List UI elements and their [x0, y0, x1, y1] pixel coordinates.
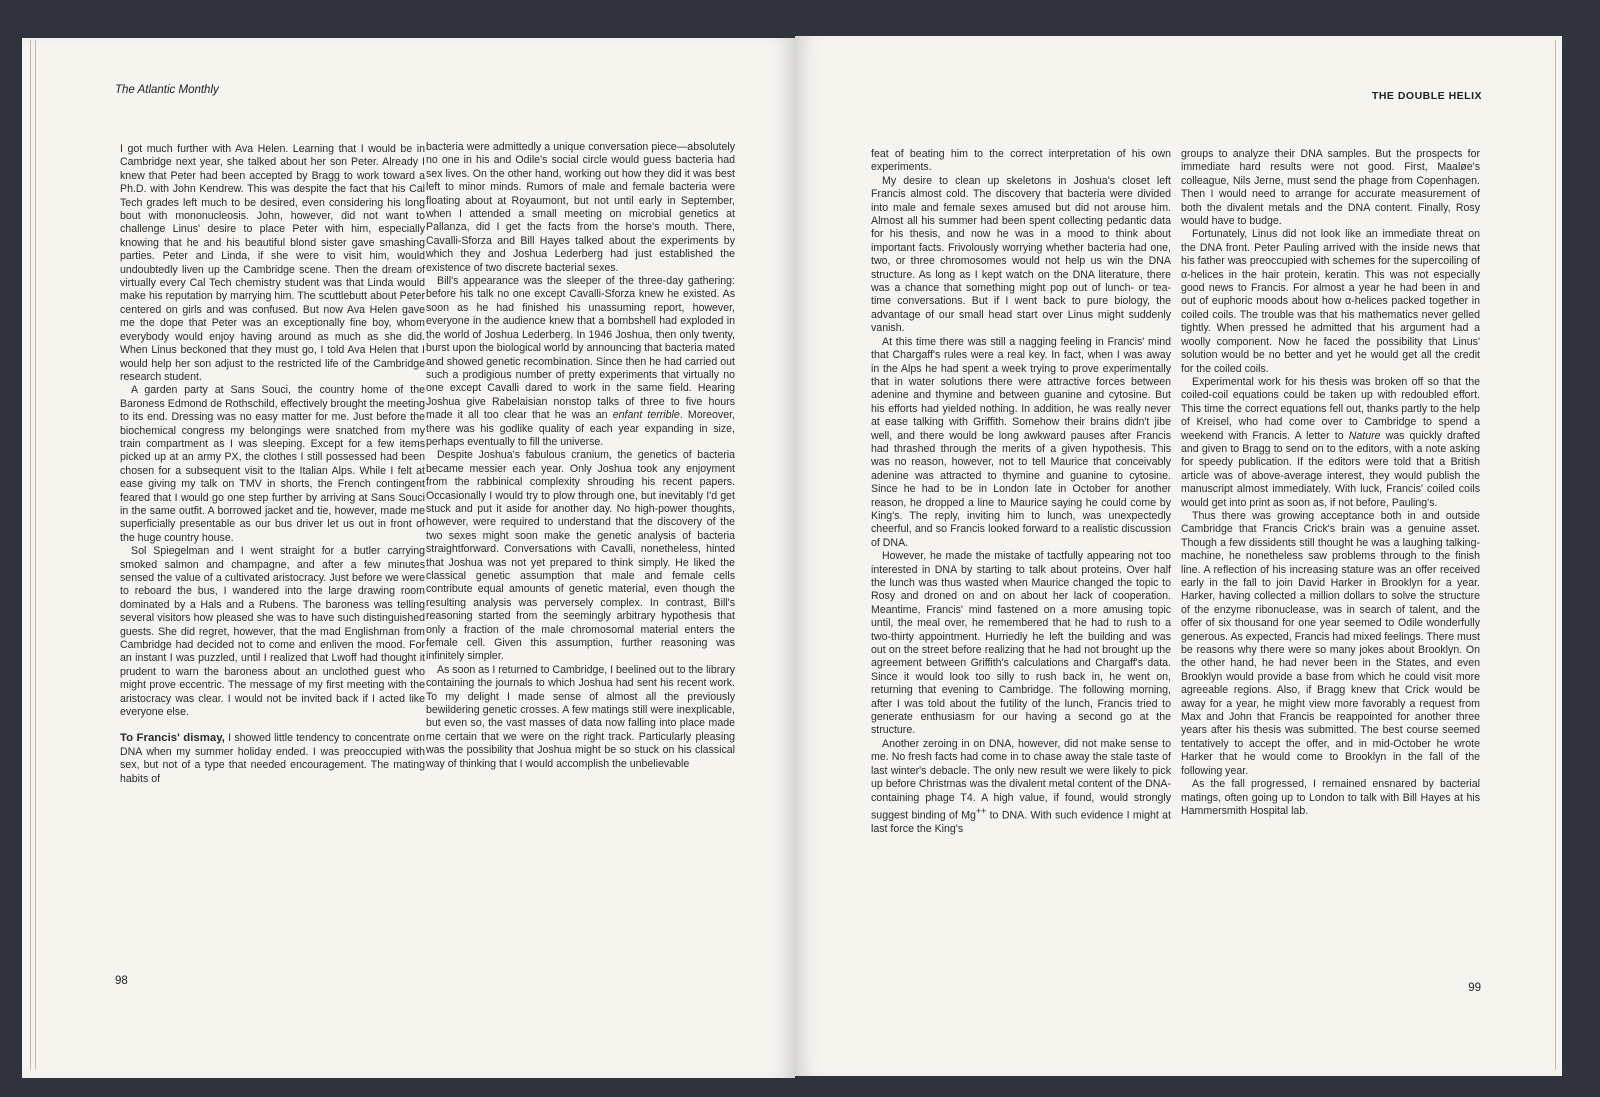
paragraph: feat of beating him to the correct interpretation of his own experiments. — [871, 148, 1171, 174]
paragraph: However, he made the mistake of tactfully appearing not too interested in DNA by starting to talk about proteins. Over half the lunch was thus wasted when Maurice changed the topic to Rosy and droned on and on about her lack of cooperation. Meantime, Francis' mind fastened on a more amusing topic until, the meal over, he remembered that he had to rush to a two-thirty appointment. Hurriedly he left the building and was out on the street before realizing that he had not brought up the agreement between Griffith's calculations and Chargaff's data. Since it would look too silly to rush back in, he went on, returning that evening to Cambridge. The following morning, after I was told about the futility of the lunch, Francis tried to generate enthusiasm for our having a second go at the structure. — [871, 550, 1171, 737]
paragraph-text: Experimental work for his thesis was broken off so that the coiled-coil equations could be taken up with redoubled effort. This time the correct equations fell out, thanks partly to the help of Kreisel, who had come over to Cambridge to spend a weekend with Francis. A letter to — [1181, 375, 1480, 442]
paragraph-text: I showed little tendency to concentrate on DNA when my summer holiday ended. I was preoccupied with sex, but not of a type that needed encouragement. The mating habits of — [120, 732, 426, 785]
italic-phrase: Nature — [1348, 429, 1381, 442]
paragraph: bacteria were admittedly a unique conversation piece—absolutely no one in his and Odile's social circle would guess bacteria had sex lives. On the other hand, working out how they did it was best left to minor minds. Rumors of male and female bacteria were floating about at Royaumont, but not until early in September, when I attended a small meeting on microbial genetics at Pallanza, did I get the facts from the horse's mouth. There, Cavalli-Sforza and Bill Hayes talked about the experiments by which they and Joshua Lederberg had just established the existence of two discrete bacterial sexes. — [426, 141, 735, 274]
italic-phrase: enfant terrible — [612, 409, 680, 422]
paragraph: Sol Spiegelman and I went straight for a butler carrying smoked salmon and champagne, and after a few minutes sensed the value of a cultivated aristocracy. Just before we were to reboard the bus, I wandered into the large drawing room dominated by a Hals and a Rubens. The baroness was telling several visitors how pleased she was to have such distinguished guests. She did regret, however, that the mad Englishman from Cambridge had decided not to come and enliven the mood. For an instant I was puzzled, until I realized that Lwoff had thought it prudent to warn the baroness about an unclothed guest who might prove eccentric. The message of my first meeting with the aristocracy was clear. I would not be invited back if I acted like everyone else. — [120, 545, 425, 719]
paragraph: As the fall progressed, I remained ensnared by bacterial matings, often going up to London to talk with Bill Hayes at his Hammersmith Hospital lab. — [1181, 778, 1480, 817]
page-edge — [30, 40, 31, 1070]
right-column-2 — [1181, 148, 1480, 818]
paragraph: My desire to clean up skeletons in Joshua's closet left Francis almost cold. The discovery that bacteria were divided into male and female sexes amused but did not arouse him. Almost all his summer had been spent collecting pedantic data for his thesis, and now he was in a mood to think about important facts. Frivolously worrying whether bacteria had one, two, or three chromosomes would not help us win the DNA structure. As long as I kept watch on the DNA literature, there was a chance that something might pop out of lunch- or tea-time conversations. But if I went back to pure biology, the advantage of our small head start over Linus might suddenly vanish. — [871, 174, 1171, 335]
paragraph: Fortunately, Linus did not look like an immediate threat on the DNA front. Peter Pauling arrived with the inside news that his father was preoccupied with schemes for the supercoiling of α-helices in the hair protein, keratin. This was not especially good news to Francis. For almost a year he had been in and out of euphoric moods about how α-helices packed together in coiled coils. The trouble was that his mathematics never gelled tightly. When pressed he admitted that his argument had a woolly component. Now he faced the possibility that Linus' solution would be no better and yet he would get all the credit for the coiled coils. — [1181, 228, 1480, 375]
page-edge — [35, 40, 36, 1070]
left-column-1 — [120, 143, 425, 786]
paragraph — [871, 738, 1171, 836]
left-page — [22, 38, 795, 1078]
paragraph-text: . Moreover, there was his godlike quality of each year expanding in size, perhaps eventually to fill the universe. — [426, 409, 735, 448]
running-head-right: THE DOUBLE HELIX — [1371, 90, 1482, 102]
paragraph: Despite Joshua's fabulous cranium, the genetics of bacteria became messier each year. Only Joshua took any enjoyment from the rabbinical complexity shrouding his recent papers. Occasionally I would try to plow through one, but inevitably I'd get stuck and put it aside for another day. No high-power thoughts, however, were required to understand that the discovery of the two sexes might soon make the genetic analysis of bacteria straightforward. Conversations with Cavalli, nonetheless, hinted that Joshua was not yet prepared to think simply. He liked the classical genetic assumption that male and female cells contribute equal amounts of genetic material, even though the resulting analysis was perversely complex. In contrast, Bill's reasoning started from the seemingly arbitrary hypothesis that only a fraction of the male chromosomal material enters the female cell. Given this assumption, further reasoning was infinitely simpler. — [426, 449, 735, 663]
paragraph-text: Another zeroing in on DNA, however, did not make sense to me. No fresh facts had come in to chase away the stale taste of last winter's debacle. The only new result we were likely to pick up before Christmas was the divalent metal content of the DNA-containing phage T4. A high value, if found, would strongly suggest binding of Mg — [871, 737, 1171, 822]
paragraph: groups to analyze their DNA samples. But the prospects for immediate hard results were not good. First, Maaløe's colleague, Nils Jerne, must send the phage from Copenhagen. Then I would need to arrange for accurate measurement of both the divalent metals and the DNA content. Finally, Rosy would have to budge. — [1181, 148, 1480, 228]
paragraph: At this time there was still a nagging feeling in Francis' mind that Chargaff's rules were a real key. In fact, when I was away in the Alps he had spent a week trying to prove experimentally that in water solutions there were attractive forces between adenine and thymine and between guanine and cytosine. But his efforts had yielded nothing. In addition, he was really never at ease talking with Griffith. Somehow their brains didn't jibe well, and there would be long awkward pauses after Francis had thrashed through the merits of a given hypothesis. This was no reason, however, not to tell Maurice that conceivably adenine was attracted to thymine and guanine to cytosine. Since he had to be in London late in October for another reason, he dropped a line to Maurice saying he could come by King's. The reply, inviting him to lunch, was unexpectedly cheerful, and so Francis looked forward to a realistic discussion of DNA. — [871, 335, 1171, 549]
run-in-heading: To Francis' dismay, — [120, 732, 225, 745]
paragraph: I got much further with Ava Helen. Learning that I would be in Cambridge next year, she talked about her son Peter. Already I knew that Peter had been accepted by Bragg to work toward a Ph.D. with John Kendrew. This was despite the fact that his Cal Tech grades left much to be desired, even considering his long bout with mononucleosis. John, however, did not want to challenge Linus' desire to place Peter with him, especially knowing that he and his beautiful blond sister gave smashing parties. Peter and Linda, if she were to visit him, would undoubtedly liven up the Cambridge scene. Then the dream of virtually every Cal Tech chemistry student was that Linda would make his reputation by marrying him. The scuttlebutt about Peter centered on girls and was confused. But now Ava Helen gave me the dope that Peter was an exceptionally fine boy, whom everybody would enjoy having around as much as she did. When Linus beckoned that they must go, I told Ava Helen that I would help her son adjust to the restricted life of the Cambridge research student. — [120, 143, 425, 383]
right-page — [795, 36, 1562, 1076]
left-column-2 — [426, 141, 735, 771]
paragraph-text: Bill's appearance was the sleeper of the three-day gathering: before his talk no one except Cavalli-Sforza knew he existed. As soon as he had finished his unassuming report, however, everyone in the audience knew that a bombshell had exploded in the world of Joshua Lederberg. In 1946 Joshua, then only twenty, burst upon the biological world by announcing that bacteria mated and showed genetic recombination. Since then he had carried out such a prodigious number of pretty experiments that virtually no one except Cavalli dared to work in the same field. Hearing Joshua give Rabelaisian nonstop talks of three to five hours made it all too clear that he was an — [426, 275, 735, 422]
running-head-left: The Atlantic Monthly — [115, 84, 219, 96]
paragraph — [1181, 376, 1480, 510]
right-column-1 — [871, 148, 1171, 836]
paragraph: A garden party at Sans Souci, the country home of the Baroness Edmond de Rothschild, effectively brought the meeting to its end. Dressing was no easy matter for me. Just before the biochemical congress my belongings were snatched from my train compartment as I was sleeping. Except for a few items picked up at an army PX, the clothes I still possessed had been chosen for a subsequent visit to the Italian Alps. While I felt at ease giving my talk on TMV in shorts, the French contingent feared that I would go one step further by arriving at Sans Souci in the same outfit. A borrowed jacket and tie, however, made me superficially presentable as our bus driver let us out in front of the huge country house. — [120, 384, 425, 544]
paragraph-text: was quickly drafted and given to Bragg to send on to the editors, with a note asking for speedy publication. If the editors were told that a British article was of above-average interest, they would publish the manuscript almost immediately. With luck, Francis' coiled coils would get into print as soon as, if not before, Pauling's. — [1181, 429, 1480, 509]
page-edge — [1555, 40, 1556, 1070]
paragraph-text: to DNA. With such evidence I might at last force the King's — [871, 809, 1171, 835]
paragraph — [120, 732, 425, 786]
superscript: ++ — [975, 805, 987, 816]
page-number-right: 99 — [1468, 982, 1481, 994]
paragraph: Thus there was growing acceptance both in and outside Cambridge that Francis Crick's brain was a genuine asset. Though a few dissidents still thought he was a laughing talking-machine, he nonetheless saw problems through to the finish line. A reflection of his increasing stature was an offer received early in the fall to join David Harker in Brooklyn for a year. Harker, having collected a million dollars to solve the structure of the enzyme ribonuclease, was in search of talent, and the offer of six thousand for one year seemed to Odile wonderfully generous. As expected, Francis had mixed feelings. There must be reasons why there were so many jokes about Brooklyn. On the other hand, he had never been in the States, and even Brooklyn would provide a base from which he could visit more agreeable regions. Also, if Bragg knew that Crick would be away for a year, he might view more favorably a request from Max and John that Francis be reappointed for another three years after his thesis was submitted. The best course seemed tentatively to accept the offer, and in mid-October he wrote Harker that he would come to Brooklyn in the fall of the following year. — [1181, 509, 1480, 777]
paragraph: As soon as I returned to Cambridge, I beelined out to the library containing the journals to which Joshua had sent his recent work. To my delight I made sense of almost all the previously bewildering genetic crosses. A few matings still were inexplicable, but even so, the vast masses of data now falling into place made me certain that we were on the right track. Particularly pleasing was the possibility that Joshua might be so stuck on his classical way of thinking that I would accomplish the unbelievable — [426, 663, 735, 770]
page-number-left: 98 — [115, 975, 128, 987]
paragraph — [426, 275, 735, 449]
